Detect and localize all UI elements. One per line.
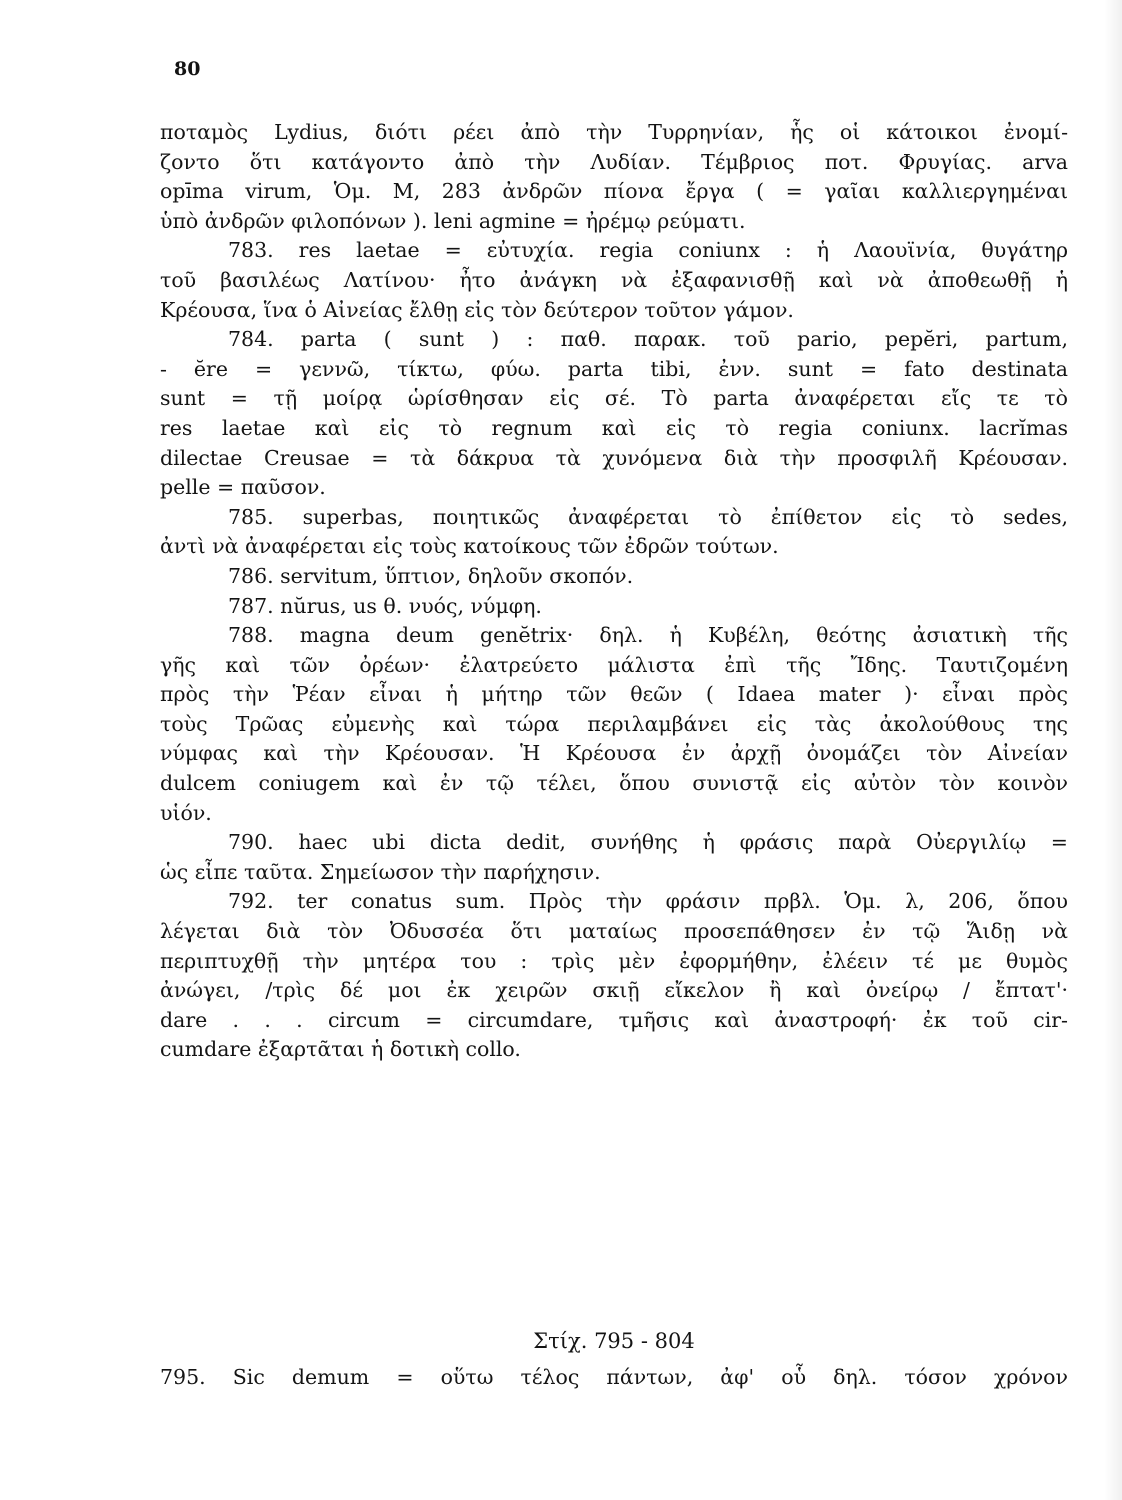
text-line: ὡς εἶπε ταῦτα. Σημείωσον τὴν παρήχησιν. — [160, 859, 601, 884]
text-line: τοῦ βασιλέως Λατίνου· ἦτο ἀνάγκη νὰ ἐξαφανισθῇ καὶ νὰ ἀποθεωθῇ ἡ — [160, 267, 1068, 292]
text-line: 785. superbas, ποιητικῶς ἀναφέρεται τὸ ἐπίθετον εἰς τὸ sedes, — [228, 504, 1068, 529]
text-line: 784. parta ( sunt ) : παθ. παρακ. τοῦ pario, pepĕri, partum, — [228, 327, 1068, 352]
final-line: 795. Sic demum = οὕτω τέλος πάντων, ἀφ' οὗ δηλ. τόσον χρόνον — [160, 1365, 1068, 1389]
text-line: pelle = παῦσον. — [160, 475, 326, 500]
text-line: 792. ter conatus sum. Πρὸς τὴν φράσιν πρβλ. Ὁμ. λ, 206, ὅπου — [228, 889, 1068, 914]
text-line: νύμφας καὶ τὴν Κρέουσαν. Ἡ Κρέουσα ἐν ἀρχῇ ὀνομάζει τὸν Αἰνείαν — [160, 741, 1068, 766]
text-line: Κρέουσα, ἵνα ὁ Αἰνείας ἔλθῃ εἰς τὸν δεύτερον τοῦτον γάμον. — [160, 297, 794, 322]
text-line: ἀνώγει, /τρὶς δέ μοι ἐκ χειρῶν σκιῇ εἴκελον ἢ καὶ ὀνείρῳ / ἔπτατ'· — [160, 978, 1068, 1003]
text-line: sunt = τῇ μοίρᾳ ὡρίσθησαν εἰς σέ. Τὸ parta ἀναφέρεται εἴς τε τὸ — [160, 386, 1068, 411]
text-line: ποταμὸς Lydius, διότι ρέει ἀπὸ τὴν Τυρρηνίαν, ἧς οἱ κάτοικοι ἐνομί- — [160, 120, 1068, 144]
text-line: dulcem coniugem καὶ ἐν τῷ τέλει, ὅπου συνιστᾷ εἰς αὐτὸν τὸν κοινὸν — [160, 771, 1068, 796]
text-line: 787. nŭrus, us θ. νυός, νύμφη. — [228, 593, 542, 618]
text-line: λέγεται διὰ τὸν Ὀδυσσέα ὅτι ματαίως προσεπάθησεν ἐν τῷ Ἅιδῃ νὰ — [160, 919, 1068, 944]
text-line: 790. haec ubi dicta dedit, συνήθης ἡ φράσις παρὰ Οὐεργιλίῳ = — [228, 830, 1068, 855]
text-line: υἱόν. — [160, 800, 212, 825]
text-line: ζοντο ὅτι κατάγοντο ἀπὸ τὴν Λυδίαν. Τέμβριος ποτ. Φρυγίας. arva — [160, 149, 1068, 174]
text-line: 788. magna deum genĕtrix· δηλ. ἡ Κυβέλη, θεότης ἀσιατικὴ τῆς — [228, 623, 1068, 648]
text-line: res laetae καὶ εἰς τὸ regnum καὶ εἰς τὸ regia coniunx. lacrĭmas — [160, 415, 1068, 440]
text-line: 783. res laetae = εὐτυχία. regia coniunx : ἡ Λαουϊνία, θυγάτηρ — [228, 238, 1068, 263]
text-line: γῆς καὶ τῶν ὀρέων· ἐλατρεύετο μάλιστα ἐπὶ τῆς Ἴδης. Ταυτιζομένη — [160, 652, 1068, 677]
text-line: cumdare ἐξαρτᾶται ἡ δοτικὴ collo. — [160, 1037, 521, 1062]
text-line: ἀντὶ νὰ ἀναφέρεται εἰς τοὺς κατοίκους τῶν ἐδρῶν τούτων. — [160, 534, 779, 559]
text-line: πρὸς τὴν Ῥέαν εἶναι ἡ μήτηρ τῶν θεῶν ( Idaea mater )· εἶναι πρὸς — [160, 682, 1068, 707]
text-line: 786. servitum, ὕπτιον, δηλοῦν σκοπόν. — [228, 563, 634, 588]
text-line: - ĕre = γεννῶ, τίκτω, φύω. parta tibi, ἐνν. sunt = fato destinata — [160, 356, 1068, 381]
text-line: περιπτυχθῇ τὴν μητέρα του : τρὶς μὲν ἐφορμήθην, ἐλέειν τέ με θυμὸς — [160, 948, 1068, 973]
page-number: 80 — [174, 58, 201, 80]
text-line: τοὺς Τρῶας εὐμενὴς καὶ τώρα περιλαμβάνει εἰς τὰς ἀκολούθους της — [160, 711, 1068, 736]
page-edge-shadow — [1104, 0, 1122, 1500]
text-line: dare . . . circum = circumdare, τμῆσις καὶ ἀναστροφή· ἐκ τοῦ cir- — [160, 1007, 1068, 1032]
commentary-text-block — [160, 118, 1068, 1065]
text-line: dilectae Creusae = τὰ δάκρυα τὰ χυνόμενα διὰ τὴν προσφιλῆ Κρέουσαν. — [160, 445, 1068, 470]
text-line: opīma virum, Ὁμ. Μ, 283 ἀνδρῶν πίονα ἔργα ( = γαῖαι καλλιεργημέναι — [160, 179, 1068, 204]
section-heading: Στίχ. 795 - 804 — [533, 1329, 695, 1353]
text-line: ὑπὸ ἀνδρῶν φιλοπόνων ). leni agmine = ἠρέμῳ ρεύματι. — [160, 208, 746, 233]
